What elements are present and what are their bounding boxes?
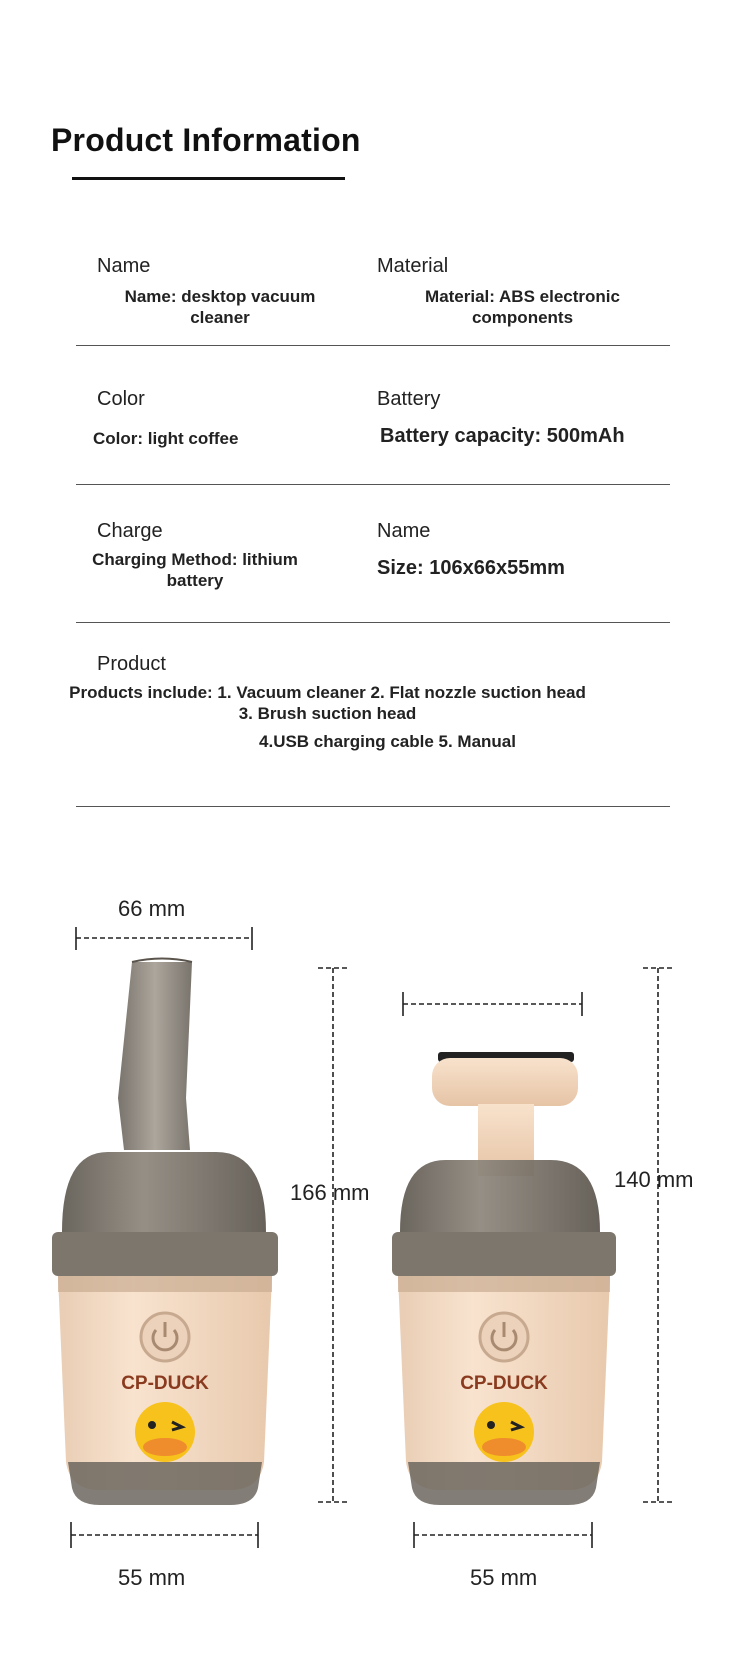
brand-logo-left: CP-DUCK (121, 1373, 209, 1394)
height-label-left: 166 mm (290, 1180, 370, 1205)
spec-name-value: Name: desktop vacuum cleaner (124, 287, 316, 327)
brand-logo-right: CP-DUCK (460, 1373, 548, 1394)
height-label-right: 140 mm (614, 1167, 694, 1192)
page-title: Product Information (51, 122, 361, 158)
spec-battery-label: Battery (377, 388, 441, 410)
base-label-right: 55 mm (470, 1565, 538, 1590)
spec-material-value: Material: ABS electronic components (425, 287, 620, 327)
base-label-left: 55 mm (118, 1565, 186, 1590)
spec-size-label: Name (377, 520, 431, 542)
spec-product-label: Product (97, 653, 166, 675)
spec-material-label: Material (377, 255, 449, 277)
spec-name-label: Name (97, 255, 151, 277)
spec-size-value: Size: 106x66x55mm (377, 557, 565, 579)
vacuum-right (392, 1052, 616, 1505)
spec-charge-label: Charge (97, 520, 163, 542)
spec-product-line1: Products include: 1. Vacuum cleaner 2. Flat nozzle suction head (69, 683, 586, 702)
spec-color-value: Color: light coffee (93, 429, 239, 448)
spec-charge-value: Charging Method: lithium battery (92, 550, 298, 590)
spec-product-line2: 3. Brush suction head (238, 704, 417, 723)
spec-product-line3: 4.USB charging cable 5. Manual (259, 732, 516, 751)
width-label: 66 mm (118, 896, 186, 921)
spec-color-label: Color (97, 388, 145, 410)
vacuum-left (52, 959, 278, 1506)
spec-battery-value: Battery capacity: 500mAh (380, 425, 625, 447)
